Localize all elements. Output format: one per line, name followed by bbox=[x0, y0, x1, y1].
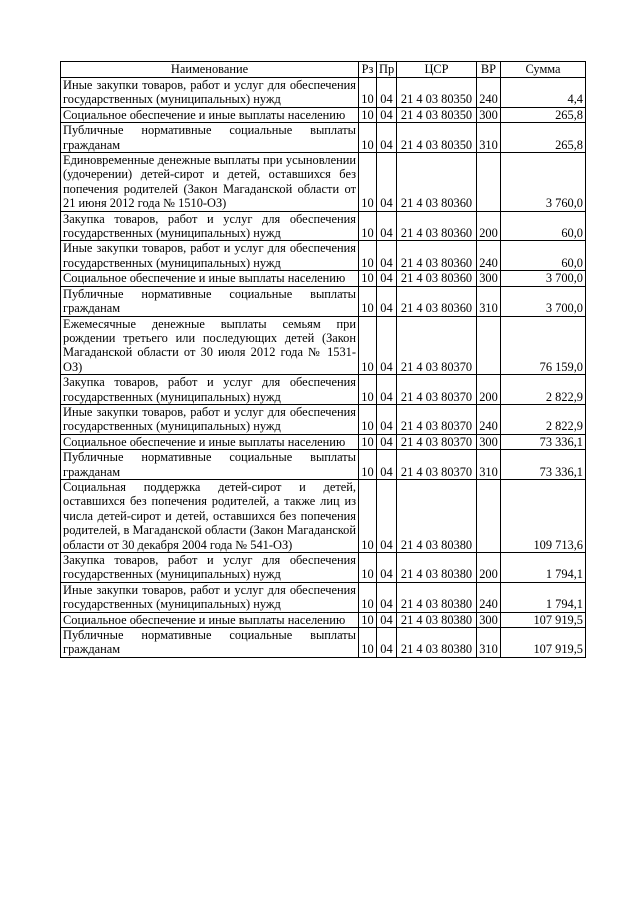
row-name-cell: Социальное обеспечение и иные выплаты населению bbox=[61, 434, 359, 449]
row-pr-cell: 04 bbox=[377, 241, 397, 271]
row-csr-cell: 21 4 03 80350 bbox=[397, 78, 477, 108]
row-rz-cell: 10 bbox=[359, 375, 377, 405]
row-vr-cell: 310 bbox=[477, 628, 501, 658]
table-row bbox=[61, 434, 586, 449]
row-name-cell: Ежемесячные денежные выплаты семьям при рождении третьего или последующих детей (Закон Магаданской области от 30 июля 2012 года № 1531-ОЗ) bbox=[61, 316, 359, 375]
row-csr-cell: 21 4 03 80350 bbox=[397, 123, 477, 153]
row-sum-cell: 3 700,0 bbox=[501, 271, 586, 286]
row-rz-cell: 10 bbox=[359, 553, 377, 583]
row-name-cell: Иные закупки товаров, работ и услуг для обеспечения государственных (муниципальных) нужд bbox=[61, 582, 359, 612]
row-pr-cell: 04 bbox=[377, 479, 397, 552]
row-vr-cell: 300 bbox=[477, 434, 501, 449]
row-sum-cell: 1 794,1 bbox=[501, 582, 586, 612]
row-csr-cell: 21 4 03 80380 bbox=[397, 553, 477, 583]
row-pr-cell: 04 bbox=[377, 434, 397, 449]
row-sum-cell: 3 760,0 bbox=[501, 153, 586, 212]
row-pr-cell: 04 bbox=[377, 375, 397, 405]
row-vr-cell: 200 bbox=[477, 553, 501, 583]
row-vr-cell: 240 bbox=[477, 582, 501, 612]
row-vr-cell: 240 bbox=[477, 404, 501, 434]
row-csr-cell: 21 4 03 80370 bbox=[397, 450, 477, 480]
row-sum-cell: 1 794,1 bbox=[501, 553, 586, 583]
table-row bbox=[61, 404, 586, 434]
row-rz-cell: 10 bbox=[359, 404, 377, 434]
table-row bbox=[61, 107, 586, 122]
row-name-cell: Социальное обеспечение и иные выплаты населению bbox=[61, 612, 359, 627]
table-header-row bbox=[61, 62, 586, 78]
row-rz-cell: 10 bbox=[359, 612, 377, 627]
row-sum-cell: 60,0 bbox=[501, 211, 586, 241]
row-rz-cell: 10 bbox=[359, 434, 377, 449]
row-csr-cell: 21 4 03 80370 bbox=[397, 316, 477, 375]
row-name-cell: Закупка товаров, работ и услуг для обеспечения государственных (муниципальных) нужд bbox=[61, 375, 359, 405]
row-name-cell: Публичные нормативные социальные выплаты гражданам bbox=[61, 286, 359, 316]
row-pr-cell: 04 bbox=[377, 628, 397, 658]
row-pr-cell: 04 bbox=[377, 153, 397, 212]
row-vr-cell: 300 bbox=[477, 271, 501, 286]
row-name-cell: Публичные нормативные социальные выплаты гражданам bbox=[61, 628, 359, 658]
row-vr-cell bbox=[477, 316, 501, 375]
row-csr-cell: 21 4 03 80360 bbox=[397, 153, 477, 212]
row-vr-cell: 300 bbox=[477, 612, 501, 627]
table-row bbox=[61, 123, 586, 153]
row-rz-cell: 10 bbox=[359, 107, 377, 122]
table-row bbox=[61, 479, 586, 552]
row-pr-cell: 04 bbox=[377, 404, 397, 434]
row-rz-cell: 10 bbox=[359, 628, 377, 658]
row-name-cell: Социальное обеспечение и иные выплаты населению bbox=[61, 271, 359, 286]
row-sum-cell: 4,4 bbox=[501, 78, 586, 108]
row-pr-cell: 04 bbox=[377, 123, 397, 153]
row-name-cell: Иные закупки товаров, работ и услуг для обеспечения государственных (муниципальных) нужд bbox=[61, 404, 359, 434]
row-vr-cell bbox=[477, 479, 501, 552]
row-pr-cell: 04 bbox=[377, 553, 397, 583]
row-name-cell: Социальная поддержка детей-сирот и детей, оставшихся без попечения родителей, а также лиц из числа детей-сирот и детей, оставшихся без попечения родителей, в Магаданской области (Закон Магаданской области от 30 декабря 2004 года № 541-ОЗ) bbox=[61, 479, 359, 552]
table-row bbox=[61, 450, 586, 480]
row-csr-cell: 21 4 03 80370 bbox=[397, 375, 477, 405]
row-csr-cell: 21 4 03 80350 bbox=[397, 107, 477, 122]
row-sum-cell: 109 713,6 bbox=[501, 479, 586, 552]
row-name-cell: Публичные нормативные социальные выплаты гражданам bbox=[61, 450, 359, 480]
row-rz-cell: 10 bbox=[359, 271, 377, 286]
row-name-cell: Публичные нормативные социальные выплаты гражданам bbox=[61, 123, 359, 153]
row-vr-cell: 310 bbox=[477, 286, 501, 316]
row-rz-cell: 10 bbox=[359, 153, 377, 212]
row-csr-cell: 21 4 03 80360 bbox=[397, 241, 477, 271]
table-row bbox=[61, 153, 586, 212]
row-pr-cell: 04 bbox=[377, 107, 397, 122]
row-sum-cell: 73 336,1 bbox=[501, 450, 586, 480]
row-pr-cell: 04 bbox=[377, 582, 397, 612]
row-rz-cell: 10 bbox=[359, 286, 377, 316]
row-name-cell: Социальное обеспечение и иные выплаты населению bbox=[61, 107, 359, 122]
table-row bbox=[61, 375, 586, 405]
budget-table bbox=[60, 61, 586, 658]
header-rz: Рз bbox=[359, 62, 377, 78]
row-vr-cell: 300 bbox=[477, 107, 501, 122]
row-csr-cell: 21 4 03 80380 bbox=[397, 582, 477, 612]
row-sum-cell: 107 919,5 bbox=[501, 628, 586, 658]
table-row bbox=[61, 628, 586, 658]
row-vr-cell bbox=[477, 153, 501, 212]
row-name-cell: Единовременные денежные выплаты при усыновлении (удочерении) детей-сирот и детей, оставшихся без попечения родителей (Закон Магаданской области от 21 июня 2012 года № 1510-ОЗ) bbox=[61, 153, 359, 212]
row-csr-cell: 21 4 03 80360 bbox=[397, 211, 477, 241]
row-pr-cell: 04 bbox=[377, 612, 397, 627]
row-csr-cell: 21 4 03 80370 bbox=[397, 404, 477, 434]
header-vr: ВР bbox=[477, 62, 501, 78]
row-vr-cell: 310 bbox=[477, 450, 501, 480]
row-pr-cell: 04 bbox=[377, 450, 397, 480]
row-pr-cell: 04 bbox=[377, 78, 397, 108]
row-name-cell: Иные закупки товаров, работ и услуг для обеспечения государственных (муниципальных) нужд bbox=[61, 78, 359, 108]
table-row bbox=[61, 612, 586, 627]
row-rz-cell: 10 bbox=[359, 582, 377, 612]
row-csr-cell: 21 4 03 80370 bbox=[397, 434, 477, 449]
row-rz-cell: 10 bbox=[359, 316, 377, 375]
header-sum: Сумма bbox=[501, 62, 586, 78]
row-csr-cell: 21 4 03 80360 bbox=[397, 286, 477, 316]
header-csr: ЦСР bbox=[397, 62, 477, 78]
row-rz-cell: 10 bbox=[359, 123, 377, 153]
table-row bbox=[61, 271, 586, 286]
row-name-cell: Закупка товаров, работ и услуг для обеспечения государственных (муниципальных) нужд bbox=[61, 211, 359, 241]
row-sum-cell: 3 700,0 bbox=[501, 286, 586, 316]
row-csr-cell: 21 4 03 80360 bbox=[397, 271, 477, 286]
row-pr-cell: 04 bbox=[377, 286, 397, 316]
row-csr-cell: 21 4 03 80380 bbox=[397, 628, 477, 658]
row-csr-cell: 21 4 03 80380 bbox=[397, 612, 477, 627]
row-vr-cell: 200 bbox=[477, 211, 501, 241]
row-csr-cell: 21 4 03 80380 bbox=[397, 479, 477, 552]
table-row bbox=[61, 553, 586, 583]
table-row bbox=[61, 316, 586, 375]
row-rz-cell: 10 bbox=[359, 450, 377, 480]
table-row bbox=[61, 582, 586, 612]
row-rz-cell: 10 bbox=[359, 211, 377, 241]
row-rz-cell: 10 bbox=[359, 479, 377, 552]
row-sum-cell: 60,0 bbox=[501, 241, 586, 271]
row-pr-cell: 04 bbox=[377, 316, 397, 375]
header-pr: Пр bbox=[377, 62, 397, 78]
row-pr-cell: 04 bbox=[377, 271, 397, 286]
row-sum-cell: 2 822,9 bbox=[501, 404, 586, 434]
table-body bbox=[61, 78, 586, 658]
row-name-cell: Иные закупки товаров, работ и услуг для обеспечения государственных (муниципальных) нужд bbox=[61, 241, 359, 271]
row-rz-cell: 10 bbox=[359, 78, 377, 108]
table-row bbox=[61, 241, 586, 271]
row-vr-cell: 310 bbox=[477, 123, 501, 153]
table-row bbox=[61, 211, 586, 241]
row-sum-cell: 2 822,9 bbox=[501, 375, 586, 405]
row-name-cell: Закупка товаров, работ и услуг для обеспечения государственных (муниципальных) нужд bbox=[61, 553, 359, 583]
row-vr-cell: 200 bbox=[477, 375, 501, 405]
table-row bbox=[61, 78, 586, 108]
row-sum-cell: 265,8 bbox=[501, 107, 586, 122]
row-vr-cell: 240 bbox=[477, 241, 501, 271]
header-name: Наименование bbox=[61, 62, 359, 78]
row-sum-cell: 265,8 bbox=[501, 123, 586, 153]
row-sum-cell: 107 919,5 bbox=[501, 612, 586, 627]
table-row bbox=[61, 286, 586, 316]
row-sum-cell: 76 159,0 bbox=[501, 316, 586, 375]
row-rz-cell: 10 bbox=[359, 241, 377, 271]
row-pr-cell: 04 bbox=[377, 211, 397, 241]
row-vr-cell: 240 bbox=[477, 78, 501, 108]
row-sum-cell: 73 336,1 bbox=[501, 434, 586, 449]
